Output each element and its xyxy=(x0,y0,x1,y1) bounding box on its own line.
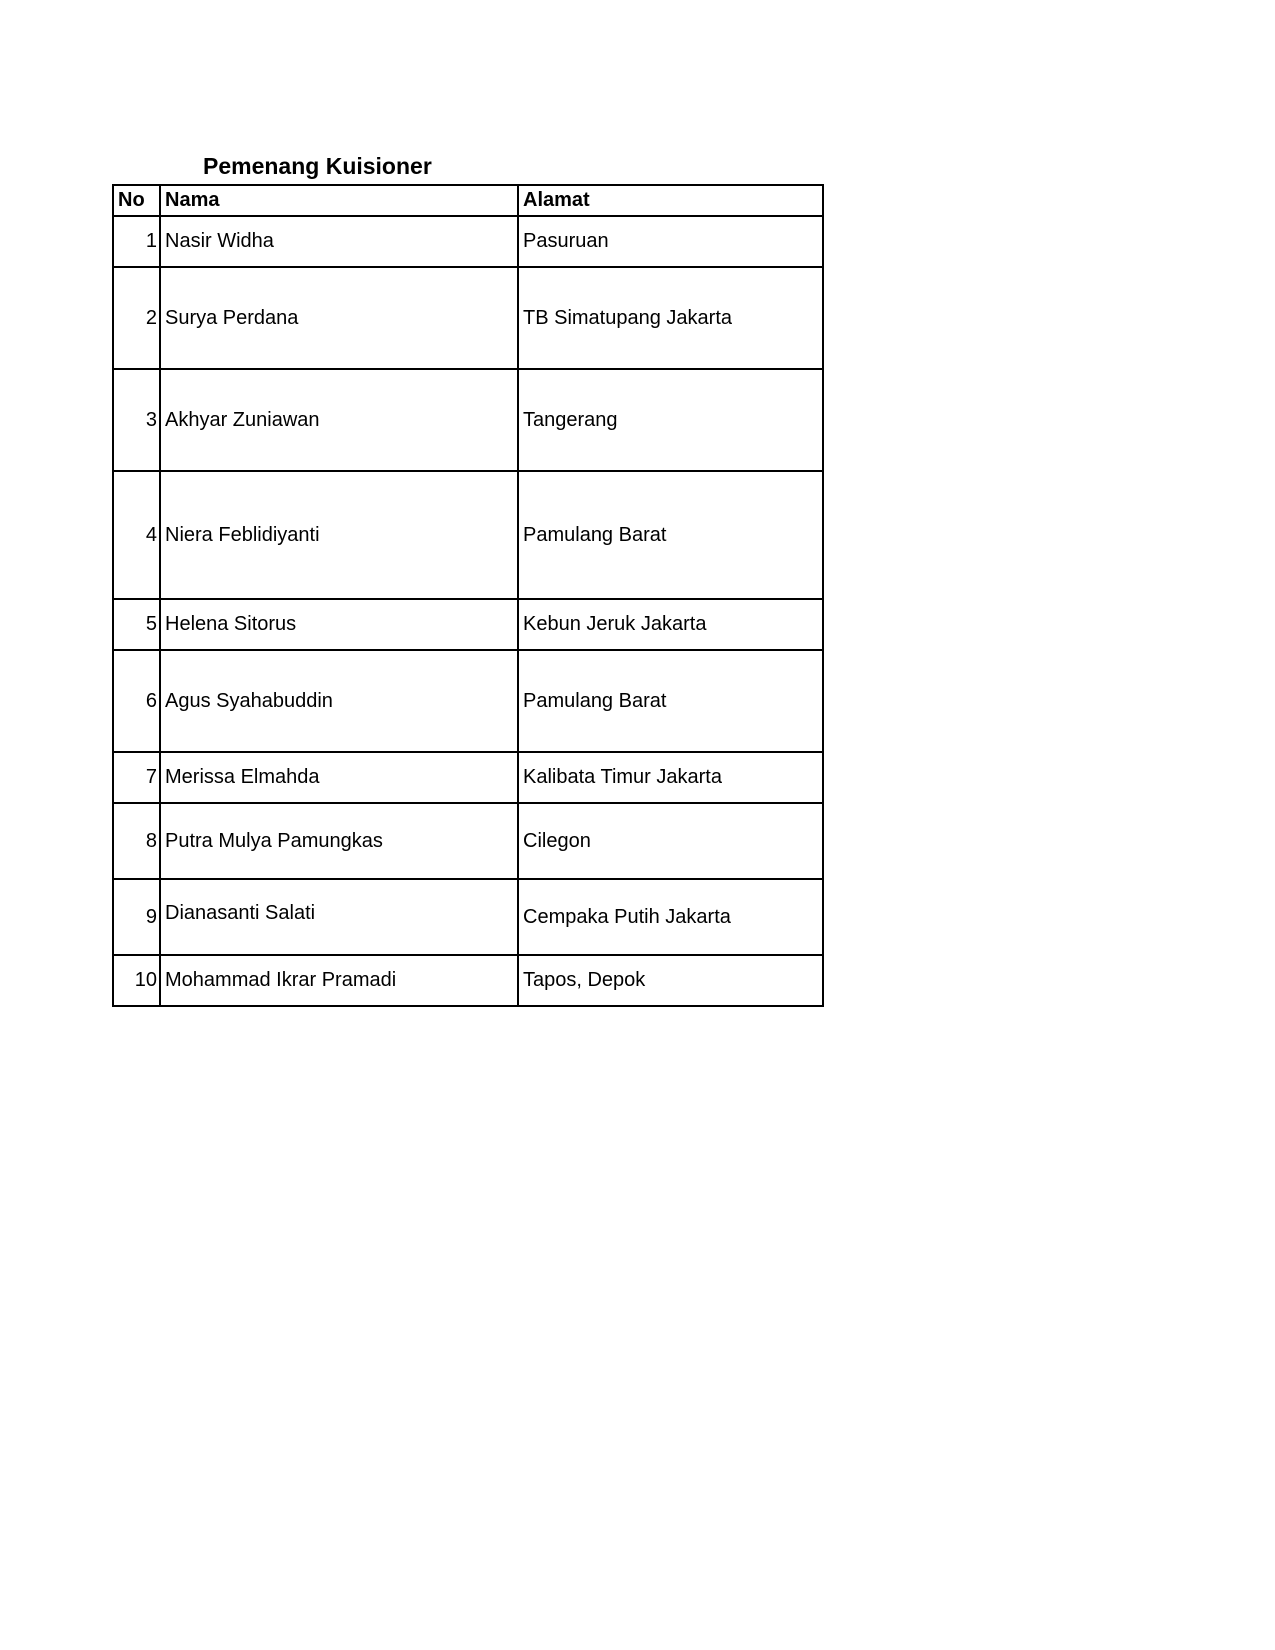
table-row xyxy=(113,879,823,955)
row-nama: Merissa Elmahda xyxy=(160,752,518,803)
row-no: 9 xyxy=(113,879,160,955)
row-alamat: Tangerang xyxy=(518,369,823,471)
row-alamat: Kebun Jeruk Jakarta xyxy=(518,599,823,650)
row-nama: Nasir Widha xyxy=(160,216,518,267)
row-no: 1 xyxy=(113,216,160,267)
table-row xyxy=(113,650,823,752)
row-no: 4 xyxy=(113,471,160,599)
table-header-row xyxy=(113,185,823,216)
row-no: 10 xyxy=(113,955,160,1006)
row-nama: Mohammad Ikrar Pramadi xyxy=(160,955,518,1006)
row-no: 5 xyxy=(113,599,160,650)
table-row xyxy=(113,369,823,471)
table-row xyxy=(113,267,823,369)
row-no: 8 xyxy=(113,803,160,879)
header-nama: Nama xyxy=(160,185,518,216)
row-alamat: Tapos, Depok xyxy=(518,955,823,1006)
row-no: 3 xyxy=(113,369,160,471)
row-alamat: Kalibata Timur Jakarta xyxy=(518,752,823,803)
row-alamat: Cilegon xyxy=(518,803,823,879)
row-nama: Helena Sitorus xyxy=(160,599,518,650)
header-alamat: Alamat xyxy=(518,185,823,216)
header-no: No xyxy=(113,185,160,216)
row-alamat: Pamulang Barat xyxy=(518,471,823,599)
row-alamat: Pamulang Barat xyxy=(518,650,823,752)
page-title: Pemenang Kuisioner xyxy=(203,153,432,179)
table-row xyxy=(113,216,823,267)
row-nama: Akhyar Zuniawan xyxy=(160,369,518,471)
table-row xyxy=(113,955,823,1006)
table-row xyxy=(113,752,823,803)
table-row xyxy=(113,471,823,599)
row-no: 7 xyxy=(113,752,160,803)
table-row xyxy=(113,599,823,650)
row-nama: Putra Mulya Pamungkas xyxy=(160,803,518,879)
row-no: 2 xyxy=(113,267,160,369)
winners-table xyxy=(112,184,824,1007)
row-nama: Surya Perdana xyxy=(160,267,518,369)
row-no: 6 xyxy=(113,650,160,752)
row-nama: Dianasanti Salati xyxy=(160,879,518,955)
row-nama: Agus Syahabuddin xyxy=(160,650,518,752)
table-row xyxy=(113,803,823,879)
row-alamat: TB Simatupang Jakarta xyxy=(518,267,823,369)
row-alamat: Cempaka Putih Jakarta xyxy=(518,879,823,955)
row-alamat: Pasuruan xyxy=(518,216,823,267)
row-nama: Niera Feblidiyanti xyxy=(160,471,518,599)
